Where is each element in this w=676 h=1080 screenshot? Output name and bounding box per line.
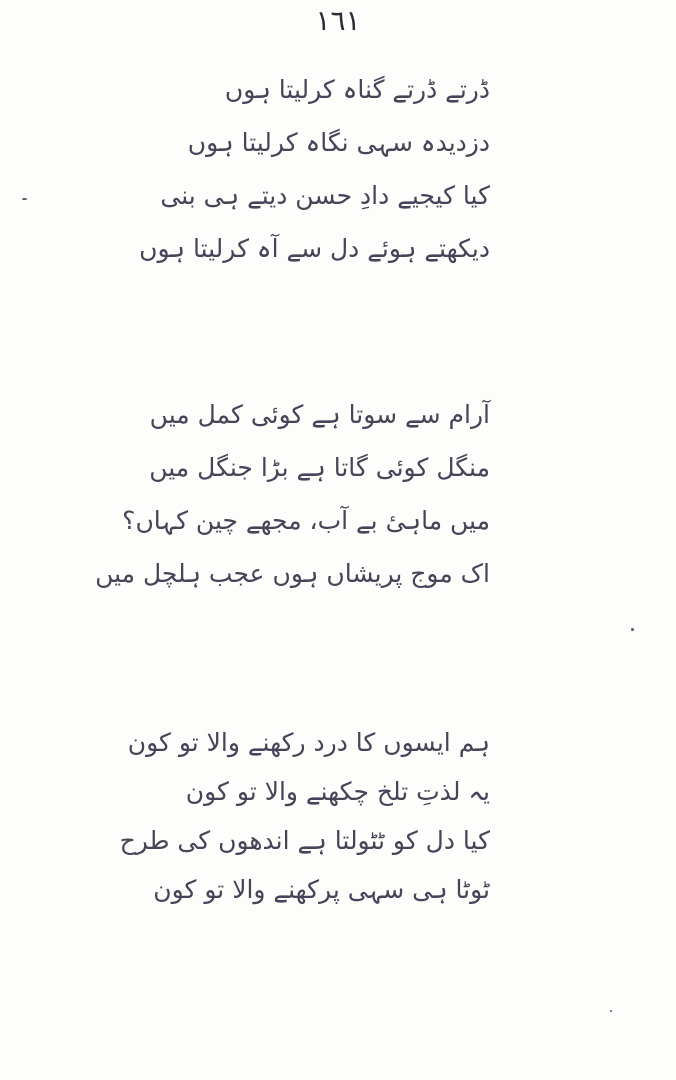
verse-line: ڈرتے ڈرتے گناہ کرلیتا ہوں [224, 75, 490, 104]
verse-line: میں ماہیٔ بے آب، مجھے چین کہاں؟ [122, 506, 490, 535]
verse-line: اک موج پریشاں ہوں عجب ہلچل میں [95, 559, 490, 588]
paper-speck [610, 1010, 612, 1012]
verse-line: ٹوٹا ہی سہی پرکھنے والا تو کون [153, 875, 490, 904]
verse-line: دیکھتے ہوئے دل سے آہ کرلیتا ہوں [139, 234, 490, 263]
paper-speck [631, 628, 634, 631]
stanza-3 [119, 723, 490, 919]
stanza-1 [139, 70, 490, 282]
stanza-2 [95, 395, 490, 607]
verse-line: منگل کوئی گاتا ہے بڑا جنگل میں [149, 453, 490, 482]
verse-line: کیا دل کو ٹٹولتا ہے اندھوں کی طرح [119, 826, 490, 855]
verse-line: کیا کیجیے دادِ حسن دیتے ہی بنی [160, 181, 490, 210]
verse-line: یہ لذتِ تلخ چکھنے والا تو کون [185, 777, 490, 806]
verse-line: آرام سے سوتا ہے کوئی کمل میں [149, 400, 490, 429]
paper-speck [22, 198, 27, 200]
verse-line: دزدیدہ سہی نگاہ کرلیتا ہوں [187, 128, 490, 157]
page-number: ١٦١ [315, 4, 361, 37]
verse-line: ہم ایسوں کا درد رکھنے والا تو کون [127, 728, 490, 757]
